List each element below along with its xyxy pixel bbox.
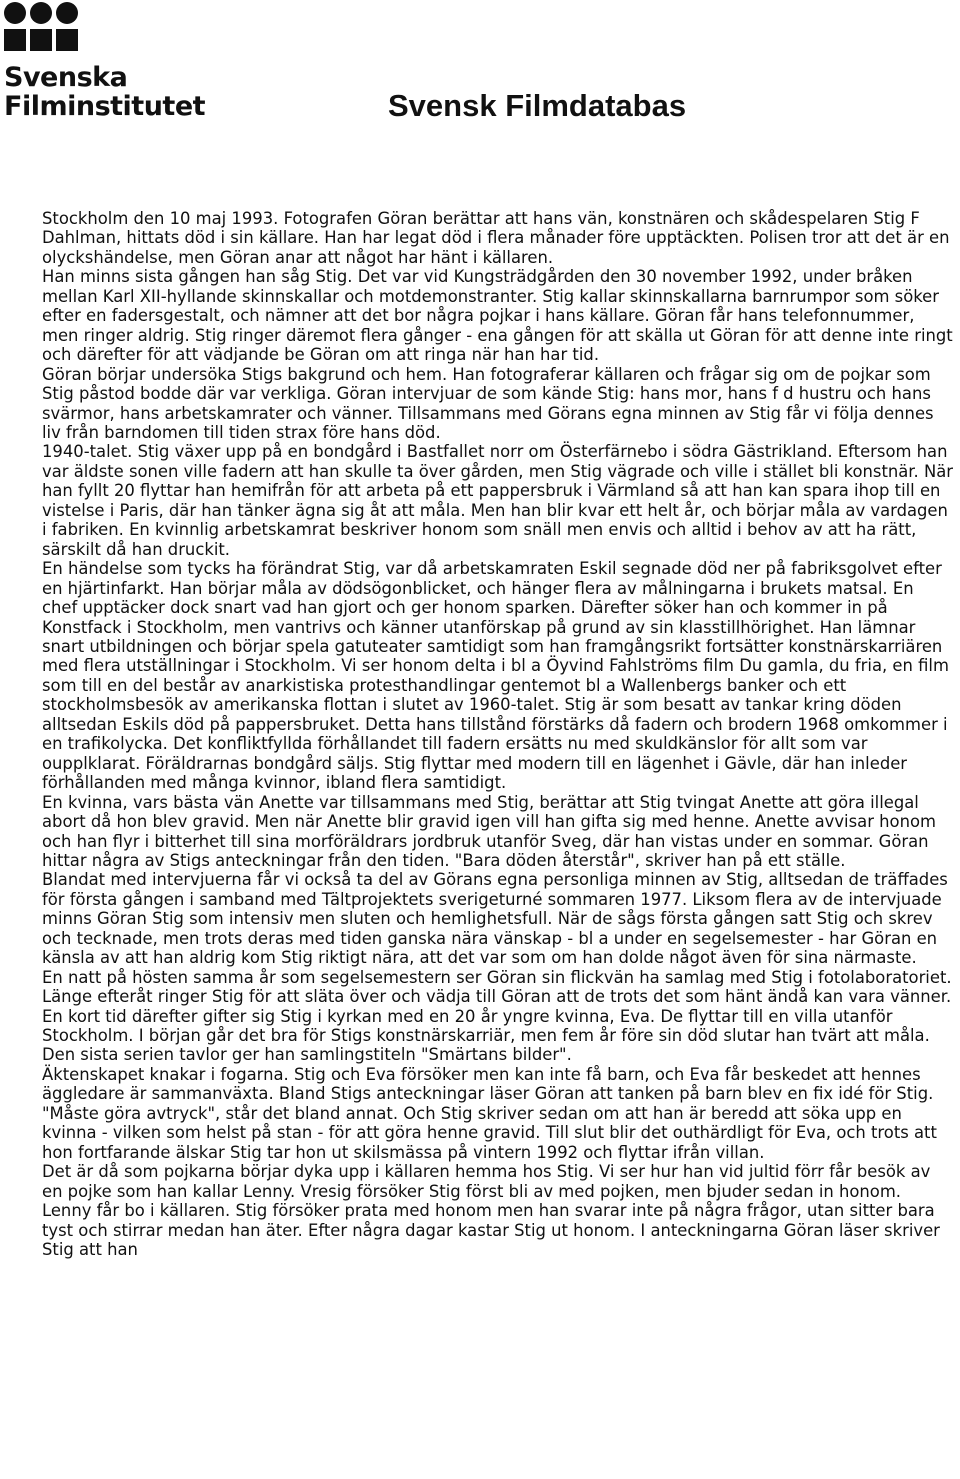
sfi-logo[interactable] [4, 2, 204, 126]
logo-text-filminstitutet: Filminstitutet [4, 91, 206, 122]
page-header [0, 0, 960, 140]
paragraph: En natt på hösten samma år som segelsemestern ser Göran sin flickvän ha samlag med Stig i fotolaboratoriet. Länge efteråt ringer Stig för att släta över och vädja till Göran att de trots det som hänt ändå kan vara vänner. En kort tid därefter gifter sig Stig i kyrkan med en 20 år yngre kvinna, Eva. De flyttar till en villa utanför Stockholm. I början går det bra för Stigs konstnärskarriär, men fem år före sin död slutar han tvärt att måla. Den sista serien tavlor ger han samlingstiteln "Smärtans bilder". [42, 967, 952, 1065]
page-title: Svensk Filmdatabas [388, 88, 687, 123]
logo-text-svenska: Svenska [4, 62, 128, 93]
paragraph: Göran börjar undersöka Stigs bakgrund och hem. Han fotograferar källaren och frågar sig om de pojkar som Stig påstod bodde där var verkliga. Göran intervjuar de som kände Stig: hans mor, hans f d hustru och hans svärmor, hans arbetskamrater och vänner. Tillsammans med Görans egna minnen av Stig får vi följa dennes liv från barndomen till tiden strax före hans död. [42, 364, 934, 442]
paragraph: Det är då som pojkarna börjar dyka upp i källaren hemma hos Stig. Vi ser hur han vid jultid förr får besök av en pojke som han kallar Lenny. Vresig försöker Stig först bli av med pojken, men bjuder sedan in honom. Lenny får bo i källaren. Stig försöker prata med honom men han svarar inte på några frågor, utan sitter bara tyst och stirrar medan han äter. Efter några dagar kastar Stig ut honom. I anteckningarna Göran läser skriver Stig att han [42, 1162, 940, 1260]
paragraph: Han minns sista gången han såg Stig. Det var vid Kungsträdgården den 30 november 1992, under bråken mellan Karl XII-hyllande skinnskallar och motdemonstranter. Stig kallar skinnskallarna barnrumpor som söker efter en fadersgestalt, och nämner att det bor några pojkar i hans källare. Göran får hans telefonnummer, men ringer aldrig. Stig ringer däremot flera gånger - ena gången för att skälla ut Göran för att denne inte ringt och därefter för att vädjande be Göran om att ringa när han har tid. [42, 267, 953, 365]
paragraph: 1940-talet. Stig växer upp på en bondgård i Bastfallet norr om Österfärnebo i södra Gästrikland. Eftersom han var äldste sonen ville fadern att han skulle ta över gården, men Stig vägrade och ville i stället bli konstnär. När han fyllt 20 flyttar han hemifrån för att arbeta på ett pappersbruk i Värmland så att han kan spara ihop till en vistelse i Paris, där han tänker ägna sig åt att måla. Men han blir kvar ett helt år, och börjar måla av vardagen i fabriken. En kvinnlig arbetskamrat beskriver honom som snäll men envis och alltid i behov av att ha rätt, särskilt då han druckit. [42, 442, 954, 559]
paragraph: En händelse som tycks ha förändrat Stig, var då arbetskamraten Eskil segnade död ner på fabriksgolvet efter en hjärtinfarkt. Han börjar måla av dödsögonblicket, och hänger flera av målningarna i brukets matsal. En chef upptäcker dock snart vad han gjort och ger honom sparken. Därefter söker han och kommer in på Konstfack i Stockholm, men vantrivs och känner utanförskap på grund av sin klasstillhörighet. Han lämnar snart utbildningen och börjar spela gatuteater samtidigt som han framgångsrikt fortsätter konstnärskarriären med flera utställningar i Stockholm. Vi ser honom delta i bl a Öyvind Fahlströms film Du gamla, du fria, en film som till en del består av anarkistiska protesthandlingar gentemot bl a Wallenbergs banker och ett stockholmsbesök av amerikanska flottan i slutet av 1960-talet. Stig är som besatt av tankar kring döden alltsedan Eskils död på pappersbruket. Detta hans tillstånd förstärks då fadern och brodern 1968 omkommer i en trafikolycka. Det konfliktfyllda förhållandet till fadern ersätts nu med skuldkänslor för allt som var oupplklarat. Föräldrarnas bondgård säljs. Stig flyttar med modern till en lägenhet i Gävle, där han inleder förhållanden med många kvinnor, ibland flera samtidigt. [42, 559, 949, 793]
paragraph: Blandat med intervjuerna får vi också ta del av Görans egna personliga minnen av Stig, alltsedan de träffades för första gången i samband med Tältprojektets sverigeturné sommaren 1977. Liksom flera av de intervjuade minns Göran Stig som intensiv men sluten och hemlighetsfull. När de sågs första gången satt Stig och skrev och tecknade, men trots deras med tiden ganska nära vänskap - bl a under en segelsemester - har Göran en känsla av att han aldrig kom Stig riktigt nära, att det var som om han dolde något även för sina närmaste. [42, 870, 948, 968]
paragraph: En kvinna, vars bästa vän Anette var tillsammans med Stig, berättar att Stig tvingat Anette att göra illegal abort då hon blev gravid. Men när Anette blir gravid igen vill han gifta sig med henne. Anette avvisar honom och han flyr i bitterhet till sina morföräldrars jordbruk utanför Sveg, där han vistas under en sommar. Göran hittar några av Stigs anteckningar från den tiden. "Bara döden återstår", skriver han på ett ställe. [42, 792, 936, 870]
synopsis-text [42, 209, 954, 1259]
logo-mark-icon [4, 2, 84, 66]
paragraph: Äktenskapet knakar i fogarna. Stig och Eva försöker men kan inte få barn, och Eva får beskedet att hennes äggledare är sammanväxta. Bland Stigs anteckningar läser Göran att tanken på barn blev en fix idé för Stig. "Måste göra avtryck", står det bland annat. Och Stig skriver sedan om att han är beredd att söka upp en kvinna - vilken som helst på stan - för att göra henne gravid. Till slut blir det outhärdligt för Eva, och trots att hon fortfarande älskar Stig tar hon ut skilsmässa på vintern 1992 och flyttar ifrån villan. [42, 1064, 937, 1162]
paragraph: Stockholm den 10 maj 1993. Fotografen Göran berättar att hans vän, konstnären och skådespelaren Stig F Dahlman, hittats död i sin källare. Han har legat död i flera månader före upptäckten. Polisen tror att det är en olyckshändelse, men Göran anar att något har hänt i källaren. [42, 209, 950, 267]
